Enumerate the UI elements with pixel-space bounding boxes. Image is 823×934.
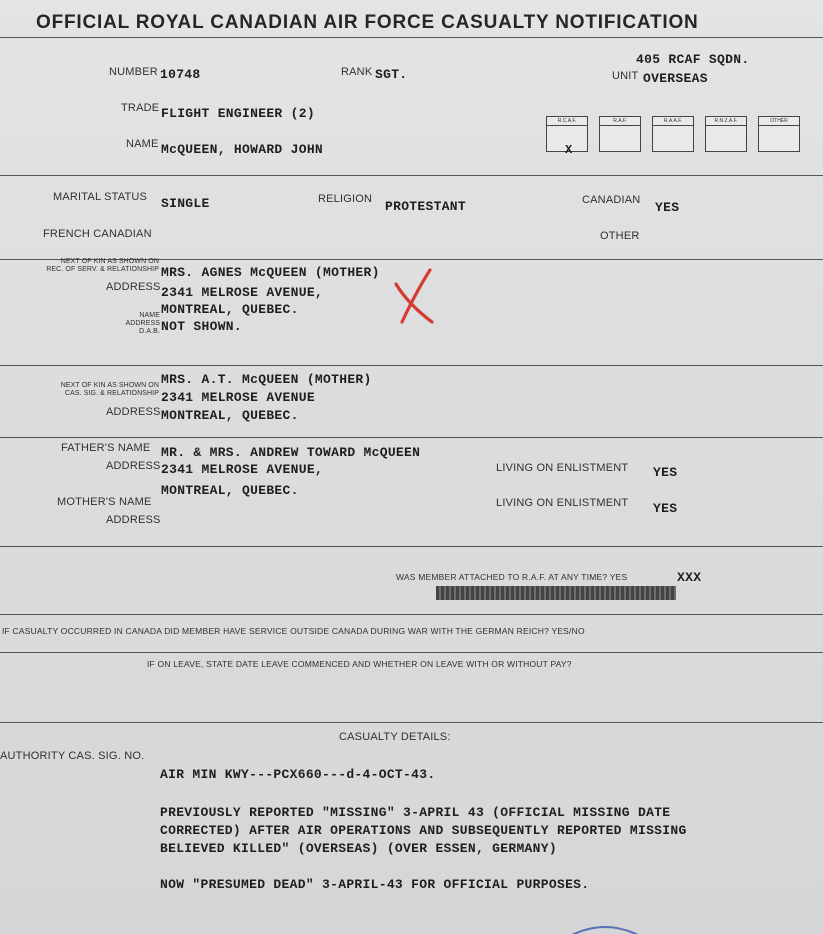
service-box-rnzaf: R.N.Z.A.F. (705, 116, 747, 152)
service-box-other: OTHER (758, 116, 800, 152)
mothers-name-label: MOTHER'S NAME (57, 496, 152, 508)
nok-cas-address-line2: MONTREAL, QUEBEC. (161, 408, 299, 423)
rank-label: RANK (341, 66, 373, 78)
nok-cas-label: NEXT OF KIN AS SHOWN ON CAS. SIG. & RELATIONSHIP (60, 382, 159, 397)
name-value: McQUEEN, HOWARD JOHN (161, 142, 324, 157)
number-label: NUMBER (109, 66, 158, 78)
nok-serv-label: NEXT OF KIN AS SHOWN ON REC. OF SERV. & RELATIONSHIP (46, 258, 159, 273)
service-outside-label: IF CASUALTY OCCURRED IN CANADA DID MEMBER HAVE SERVICE OUTSIDE CANADA DURING WAR WITH THE GERMAN REICH? YES/NO (2, 626, 585, 636)
rule-5 (0, 546, 823, 547)
fathers-name-label: FATHER'S NAME (61, 442, 151, 454)
rule-7 (0, 652, 823, 653)
father-address-line1: 2341 MELROSE AVENUE, (161, 462, 324, 477)
nok-serv-address-label: ADDRESS (106, 281, 161, 293)
nok-serv-value: MRS. AGNES McQUEEN (MOTHER) (161, 265, 380, 280)
father-address-line2: MONTREAL, QUEBEC. (161, 483, 299, 498)
mother-living-value: YES (653, 501, 678, 516)
mother-address-label: ADDRESS (106, 514, 161, 526)
trade-value: FLIGHT ENGINEER (2) (161, 106, 315, 121)
other-label: OTHER (600, 230, 640, 242)
french-canadian-label: FRENCH CANADIAN (43, 228, 152, 240)
struck-out-text (436, 586, 676, 600)
father-living-label: LIVING ON ENLISTMENT (496, 462, 629, 474)
details-line-3: BELIEVED KILLED" (OVERSEAS) (OVER ESSEN, GERMANY) (160, 841, 557, 856)
rule-1 (0, 175, 823, 176)
nok-cas-value: MRS. A.T. McQUEEN (MOTHER) (161, 372, 372, 387)
unit-value-line2: OVERSEAS (643, 71, 708, 86)
attached-raf-label: WAS MEMBER ATTACHED TO R.A.F. AT ANY TIME? YES (396, 572, 628, 582)
dab-label: NAME ADDRESS D.A.B. (125, 312, 160, 335)
service-box-rcaf: R.C.A.F. (546, 116, 588, 152)
fathers-name-value: MR. & MRS. ANDREW TOWARD McQUEEN (161, 445, 421, 460)
trade-label: TRADE (121, 102, 160, 114)
nok-cas-address-label: ADDRESS (106, 406, 161, 418)
nok-serv-address-line2: MONTREAL, QUEBEC. (161, 302, 299, 317)
authority-value: AIR MIN KWY---PCX660---d-4-OCT-43. (160, 767, 436, 782)
casualty-details-label: CASUALTY DETAILS: (339, 731, 451, 743)
on-leave-label: IF ON LEAVE, STATE DATE LEAVE COMMENCED AND WHETHER ON LEAVE WITH OR WITHOUT PAY? (147, 659, 572, 669)
details-line-4: NOW "PRESUMED DEAD" 3-APRIL-43 FOR OFFICIAL PURPOSES. (160, 877, 590, 892)
rule-3 (0, 365, 823, 366)
attached-raf-value: XXX (677, 570, 702, 585)
religion-label: RELIGION (318, 193, 373, 205)
marital-status-label: MARITAL STATUS (53, 191, 148, 203)
father-living-value: YES (653, 465, 678, 480)
form-title: OFFICIAL ROYAL CANADIAN AIR FORCE CASUALTY NOTIFICATION (36, 12, 699, 33)
mother-living-label: LIVING ON ENLISTMENT (496, 497, 629, 509)
blue-stamp (550, 916, 660, 934)
marital-status-value: SINGLE (161, 196, 210, 211)
service-box-raf: R.A.F. (599, 116, 641, 152)
dab-value: NOT SHOWN. (161, 319, 243, 334)
rule-8 (0, 722, 823, 723)
nok-serv-address-line1: 2341 MELROSE AVENUE, (161, 285, 324, 300)
nok-cas-address-line1: 2341 MELROSE AVENUE (161, 390, 315, 405)
service-box-raaf: R.A.A.F. (652, 116, 694, 152)
service-mark-rcaf: X (565, 143, 573, 157)
canadian-value: YES (655, 200, 680, 215)
title-rule (0, 37, 823, 38)
father-address-label: ADDRESS (106, 460, 161, 472)
unit-label: UNIT (612, 70, 639, 82)
canadian-label: CANADIAN (582, 194, 641, 206)
number-value: 10748 (160, 67, 201, 82)
details-line-1: PREVIOUSLY REPORTED "MISSING" 3-APRIL 43 (OFFICIAL MISSING DATE (160, 805, 671, 820)
details-line-2: CORRECTED) AFTER AIR OPERATIONS AND SUBSEQUENTLY REPORTED MISSING (160, 823, 687, 838)
authority-label: AUTHORITY CAS. SIG. NO. (0, 750, 145, 762)
unit-value-line1: 405 RCAF SQDN. (636, 52, 750, 67)
religion-value: PROTESTANT (385, 199, 467, 214)
rule-4 (0, 437, 823, 438)
rule-6 (0, 614, 823, 615)
name-label: NAME (126, 138, 159, 150)
red-check-mark (394, 266, 438, 326)
rank-value: SGT. (375, 67, 408, 82)
